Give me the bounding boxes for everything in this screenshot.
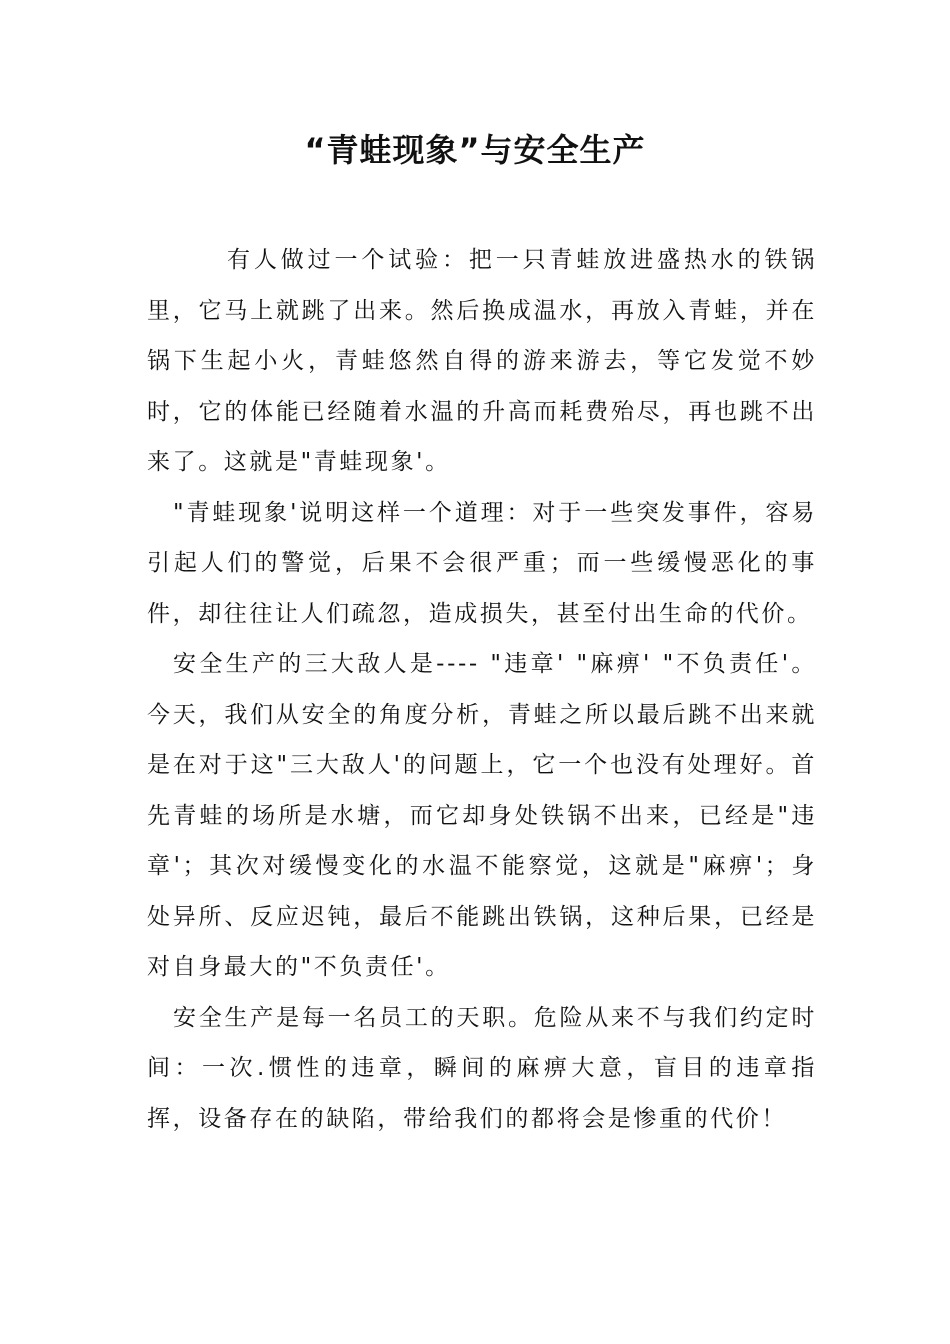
paragraph-frog-experiment: 有人做过一个试验：把一只青蛙放进盛热水的铁锅里，它马上就跳了出来。然后换成温水，再放入青蛙，并在锅下生起小火，青蛙悠然自得的游来游去，等它发觉不妙时，它的体能已经随着水温的升高而耗费殆尽，再也跳不出来了。这就是"青蛙现象'。 [147,247,817,475]
document-body [147,235,817,1144]
paragraph-safety-duty: 安全生产是每一名员工的天职。危险从来不与我们约定时间：一次.惯性的违章，瞬间的麻痹大意，盲目的违章指挥，设备存在的缺陷，带给我们的都将会是惨重的代价！ [147,1004,817,1132]
paragraph-frog-principle: "青蛙现象'说明这样一个道理：对于一些突发事件，容易引起人们的警觉，后果不会很严重；而一些缓慢恶化的事件，却往往让人们疏忽，造成损失，甚至付出生命的代价。 [147,499,817,627]
paragraph-three-enemies: 安全生产的三大敌人是---- "违章' "麻痹' "不负责任'。今天，我们从安全的角度分析，青蛙之所以最后跳不出来就是在对于这"三大敌人'的问题上，它一个也没有处理好。首先青蛙的场所是水塘，而它却身处铁锅不出来，已经是"违章'；其次对缓慢变化的水温不能察觉，这就是"麻痹'；身处异所、反应迟钝，最后不能跳出铁锅，这种后果，已经是对自身最大的"不负责任'。 [147,651,817,980]
document-title: “青蛙现象”与安全生产 [304,131,646,169]
